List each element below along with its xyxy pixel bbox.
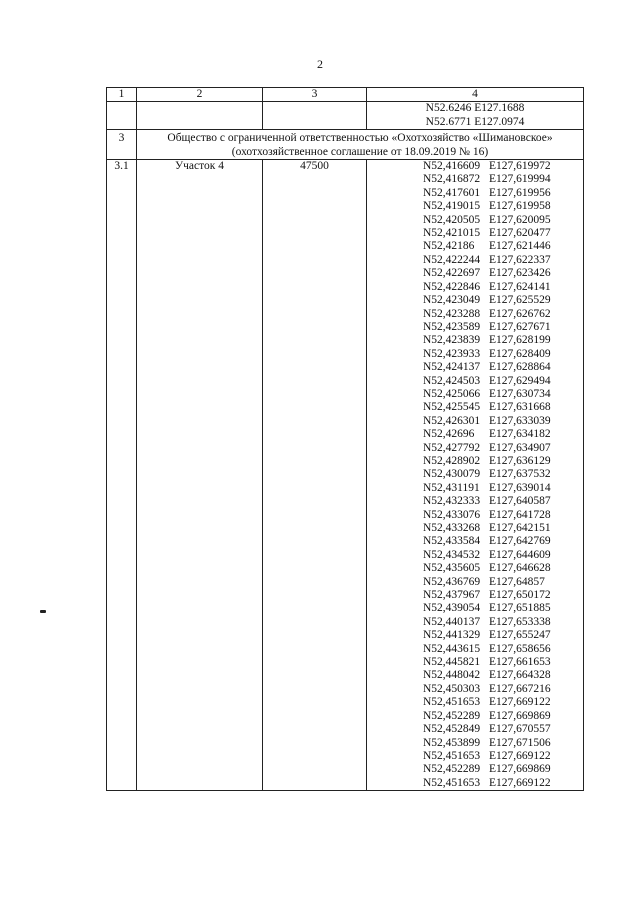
- plot-area: 47500: [263, 160, 367, 791]
- longitude-value: E127,633039: [489, 414, 551, 427]
- coordinate-pair: [367, 375, 583, 388]
- longitude-value: E127,642151: [489, 522, 551, 534]
- coordinate-pair: [367, 401, 583, 414]
- coordinate-pair: [367, 348, 583, 361]
- latitude-value: N52,423589: [423, 320, 481, 333]
- plot-name: Участок 4: [137, 160, 263, 791]
- coordinate-pair: [367, 321, 583, 334]
- latitude-value: N52,430079: [423, 468, 481, 481]
- latitude-value: N52,434532: [423, 548, 481, 561]
- longitude-value: E127,650172: [489, 589, 551, 602]
- longitude-value: E127,619956: [489, 186, 551, 199]
- longitude-value: E127,627671: [489, 320, 551, 333]
- coordinate-pair: [367, 200, 583, 213]
- longitude-value: E127,619972: [489, 160, 551, 173]
- coordinate-pair: [367, 428, 583, 441]
- latitude-value: N52,420505: [423, 213, 481, 226]
- latitude-value: N52,421015: [423, 227, 481, 240]
- latitude-value: N52,423049: [423, 294, 481, 307]
- longitude-value: E127,637532: [489, 468, 551, 481]
- longitude-value: E127,669122: [489, 776, 551, 789]
- coordinate-pair: [367, 240, 583, 253]
- coordinate-pair: [367, 254, 583, 267]
- latitude-value: N52,443615: [423, 642, 481, 655]
- latitude-value: N52,433584: [423, 535, 481, 548]
- latitude-value: N52,451653: [423, 696, 481, 709]
- longitude-value: E127,629494: [489, 374, 551, 387]
- continued-number-cell: [107, 102, 137, 130]
- longitude-value: E127,634907: [489, 441, 551, 454]
- coordinate-pair: [367, 214, 583, 227]
- coordinate-pair: [367, 388, 583, 401]
- latitude-value: N52,423839: [423, 334, 481, 347]
- latitude-value: N52,433076: [423, 508, 481, 521]
- longitude-value: E127,620095: [489, 213, 551, 226]
- latitude-value: N52,441329: [423, 629, 481, 642]
- longitude-value: E127,621446: [489, 240, 551, 253]
- coordinate-pair: [367, 777, 583, 790]
- latitude-value: N52,416609: [423, 160, 481, 173]
- latitude-value: N52,450303: [423, 682, 481, 695]
- latitude-value: N52,42186: [423, 240, 475, 253]
- coordinate-pair: [367, 669, 583, 682]
- coordinate-pair: [367, 750, 583, 763]
- latitude-value: N52,425066: [423, 387, 481, 400]
- latitude-value: N52,433268: [423, 522, 481, 534]
- coordinate-pair: [367, 468, 583, 481]
- latitude-value: N52,42696: [423, 428, 475, 441]
- coordinate-pair: [367, 294, 583, 307]
- latitude-value: N52,451653: [423, 776, 481, 789]
- longitude-value: E127,630734: [489, 387, 551, 400]
- longitude-value: E127,626762: [489, 307, 551, 320]
- longitude-value: E127,669122: [489, 696, 551, 709]
- longitude-value: E127,622337: [489, 253, 551, 266]
- longitude-value: E127,628409: [489, 347, 551, 360]
- longitude-value: E127,641728: [489, 508, 551, 521]
- coordinate-pair: [367, 482, 583, 495]
- latitude-value: N52,451653: [423, 749, 481, 762]
- longitude-value: E127,658656: [489, 642, 551, 655]
- coordinate-pair: [367, 160, 583, 173]
- latitude-value: N52,432333: [423, 495, 481, 508]
- coordinate-pair: [367, 281, 583, 294]
- coordinate-pair: [367, 723, 583, 736]
- coordinate-pair: [367, 308, 583, 321]
- latitude-value: N52,453899: [423, 736, 481, 749]
- latitude-value: N52,436769: [423, 575, 481, 588]
- coordinate-pair: [367, 616, 583, 629]
- longitude-value: E127,634182: [489, 428, 551, 441]
- coordinate-pair: [367, 509, 583, 522]
- longitude-value: E127,655247: [489, 629, 551, 642]
- latitude-value: N52,452289: [423, 763, 481, 776]
- latitude-value: N52,417601: [423, 186, 481, 199]
- coordinate-pair: [367, 455, 583, 468]
- section-number: 3: [107, 130, 137, 160]
- longitude-value: E127,664328: [489, 669, 551, 682]
- stray-ink-mark: [40, 610, 46, 613]
- coordinate-pair: [367, 361, 583, 374]
- coordinate-pair: [367, 683, 583, 696]
- latitude-value: N52,423933: [423, 347, 481, 360]
- latitude-value: N52,426301: [423, 414, 481, 427]
- longitude-value: E127,619994: [489, 173, 551, 186]
- latitude-value: N52,452289: [423, 709, 481, 722]
- longitude-value: E127,64857: [489, 575, 545, 588]
- coordinate-pair: [367, 415, 583, 428]
- longitude-value: E127,667216: [489, 682, 551, 695]
- longitude-value: E127,636129: [489, 454, 551, 467]
- coordinate-pair: [367, 549, 583, 562]
- latitude-value: N52,431191: [423, 481, 480, 494]
- coordinate-pair: [367, 522, 583, 535]
- latitude-value: N52,452849: [423, 723, 481, 736]
- latitude-value: N52,435605: [423, 562, 481, 575]
- coordinate-pair: [367, 656, 583, 669]
- latitude-value: N52,422697: [423, 267, 481, 280]
- coordinate-pair: [367, 696, 583, 709]
- coordinate-pair: [367, 643, 583, 656]
- coordinate-pair: [367, 562, 583, 575]
- continued-coords-row: [107, 102, 584, 130]
- latitude-value: N52,416872: [423, 173, 481, 186]
- continued-coords-cell: [367, 102, 584, 130]
- latitude-value: N52,424137: [423, 361, 481, 374]
- latitude-value: N52,423288: [423, 307, 481, 320]
- latitude-value: N52,448042: [423, 669, 481, 682]
- coordinate-pair: [367, 495, 583, 508]
- longitude-value: E127,651885: [489, 602, 551, 615]
- coordinate-pair: [367, 589, 583, 602]
- latitude-value: N52,439054: [423, 602, 481, 615]
- longitude-value: E127,624141: [489, 280, 551, 293]
- organization-cell: [137, 130, 584, 160]
- longitude-value: E127,623426: [489, 267, 551, 280]
- longitude-value: E127,628199: [489, 334, 551, 347]
- coordinate-pair: [367, 763, 583, 776]
- coordinate-pair: [367, 737, 583, 750]
- latitude-value: N52,440137: [423, 615, 481, 628]
- agreement-reference: (охотхозяйственное соглашение от 18.09.2019 № 16): [231, 145, 489, 158]
- header-col-4: 4: [367, 88, 584, 102]
- latitude-value: N52,437967: [423, 589, 481, 602]
- coordinate-pair: [367, 173, 583, 186]
- continued-name-cell: [137, 102, 263, 130]
- coordinate-pair: [367, 187, 583, 200]
- longitude-value: E127,671506: [489, 736, 551, 749]
- longitude-value: E127,625529: [489, 294, 551, 307]
- page-number: 2: [317, 57, 323, 71]
- longitude-value: E127,642769: [489, 535, 551, 548]
- latitude-value: N52,422244: [423, 253, 481, 266]
- section-row: [107, 130, 584, 160]
- longitude-value: E127,631668: [489, 401, 551, 414]
- coordinate-pair: [367, 227, 583, 240]
- coordinate-pair: [367, 535, 583, 548]
- header-col-1: 1: [107, 88, 137, 102]
- latitude-value: N52,419015: [423, 200, 481, 213]
- header-col-3: 3: [263, 88, 367, 102]
- latitude-value: N52,425545: [423, 401, 481, 414]
- organization-name: Общество с ограниченной ответственностью «Охотхозяйство «Шимановское»: [167, 132, 553, 145]
- table-header-row: [107, 88, 584, 102]
- coordinate-pair: [367, 334, 583, 347]
- longitude-value: E127,653338: [489, 615, 551, 628]
- latitude-value: N52,445821: [423, 656, 481, 669]
- plot-row: [107, 160, 584, 791]
- longitude-value: E127,644609: [489, 548, 551, 561]
- latitude-value: N52,424503: [423, 374, 481, 387]
- longitude-value: E127,669869: [489, 763, 551, 776]
- longitude-value: E127,670557: [489, 723, 551, 736]
- coordinate-pair: [367, 629, 583, 642]
- longitude-value: E127,669869: [489, 709, 551, 722]
- coordinate-pair: [367, 602, 583, 615]
- latitude-value: N52,427792: [423, 441, 481, 454]
- continued-area-cell: [263, 102, 367, 130]
- plot-number: 3.1: [107, 160, 137, 791]
- longitude-value: E127,661653: [489, 656, 551, 669]
- coord-line: N52.6246 E127.1688: [425, 102, 525, 115]
- coordinate-pair: [367, 710, 583, 723]
- longitude-value: E127,619958: [489, 200, 551, 213]
- coordinates-table: [106, 87, 584, 791]
- coord-line: N52.6771 E127.0974: [425, 115, 525, 128]
- longitude-value: E127,639014: [489, 481, 551, 494]
- longitude-value: E127,669122: [489, 749, 551, 762]
- longitude-value: E127,646628: [489, 562, 551, 575]
- coordinate-pair: [367, 576, 583, 589]
- latitude-value: N52,428902: [423, 454, 481, 467]
- header-col-2: 2: [137, 88, 263, 102]
- longitude-value: E127,640587: [489, 495, 551, 508]
- plot-coordinates-cell: [367, 160, 584, 791]
- latitude-value: N52,422846: [423, 280, 481, 293]
- longitude-value: E127,620477: [489, 227, 551, 240]
- longitude-value: E127,628864: [489, 361, 551, 374]
- coordinate-pair: [367, 442, 583, 455]
- coordinate-pair: [367, 267, 583, 280]
